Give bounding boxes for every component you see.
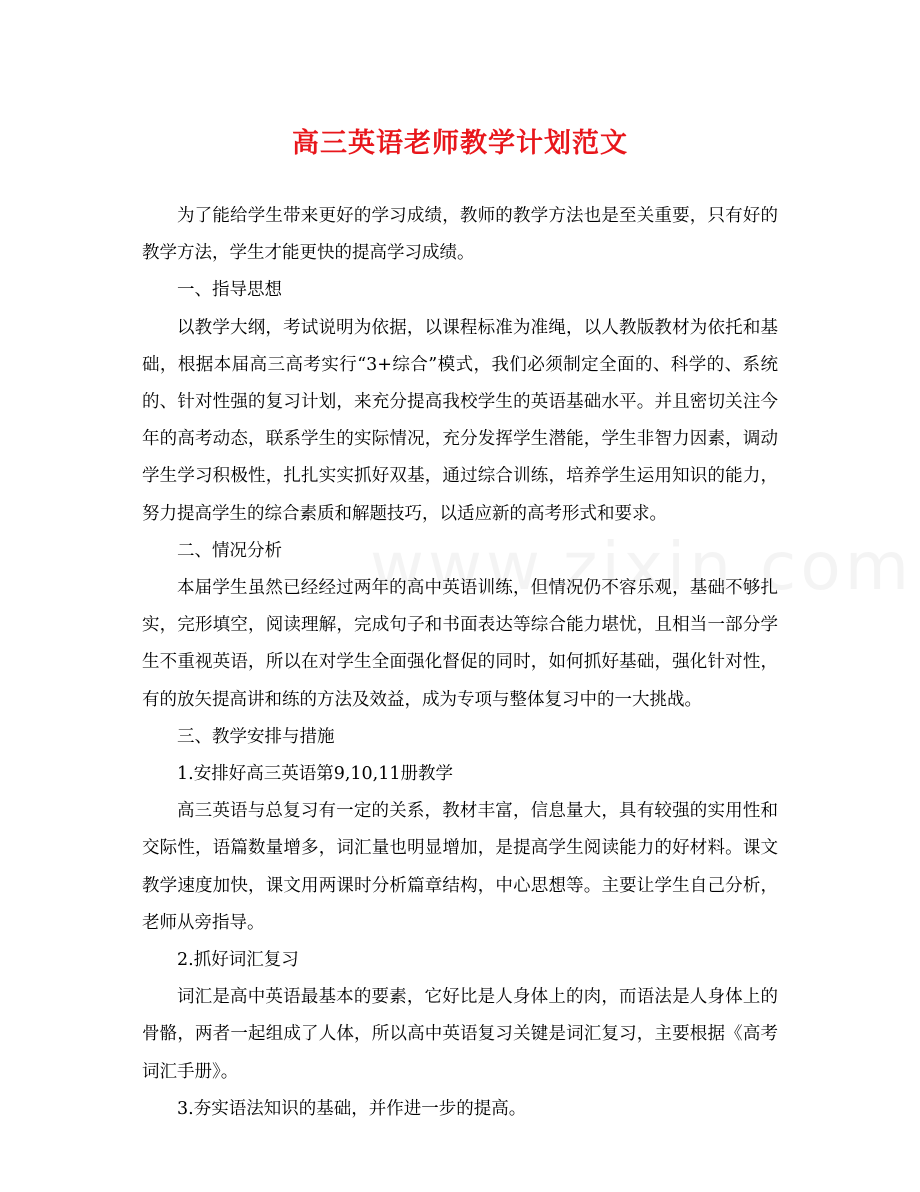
section-heading-situation-analysis: 二、情况分析 [177, 540, 282, 561]
section-heading-teaching-arrangements: 三、教学安排与措施 [177, 726, 335, 747]
document-body [142, 198, 778, 1128]
situation-analysis-paragraph: 本届学生虽然已经经过两年的高中英语训练，但情况仍不容乐观，基础不够扎实，完形填空，阅读理解，完成句子和书面表达等综合能力堪忧，且相当一部分学生不重视英语，所以在对学生全面强化督促的同时，如何抓好基础，强化针对性，有的放矢提高讲和练的方法及效益，成为专项与整体复习中的一大挑战。 [142, 578, 778, 710]
guiding-ideas-paragraph: 以教学大纲，考试说明为依据，以课程标准为准绳，以人教版教材为依托和基础，根据本届高三高考实行“3+综合”模式，我们必须制定全面的、科学的、系统的、针对性强的复习计划，来充分提高我校学生的英语基础水平。并且密切关注今年的高考动态，联系学生的实际情况，充分发挥学生潜能，学生非智力因素，调动学生学习积极性，扎扎实实抓好双基，通过综合训练，培养学生运用知识的能力，努力提高学生的综合素质和解题技巧，以适应新的高考形式和要求。 [142, 317, 778, 524]
document-title: 高三英语老师教学计划范文 [292, 128, 628, 159]
subheading-grammar-foundation: 3.夯实语法知识的基础，并作进一步的提高。 [177, 1098, 527, 1119]
section-heading-guiding-ideas: 一、指导思想 [177, 280, 282, 301]
subheading-vocabulary-review: 2.抓好词汇复习 [177, 950, 299, 971]
subheading-textbook-teaching: 1.安排好高三英语第9,10,11册教学 [177, 764, 453, 785]
intro-paragraph: 为了能给学生带来更好的学习成绩，教师的教学方法也是至关重要，只有好的教学方法，学生才能更快的提高学习成绩。 [142, 206, 778, 264]
vocabulary-review-paragraph: 词汇是高中英语最基本的要素，它好比是人身体上的肉，而语法是人身体上的骨骼，两者一起组成了人体，所以高中英语复习关键是词汇复习，主要根据《高考词汇手册》。 [142, 987, 778, 1082]
textbook-teaching-paragraph: 高三英语与总复习有一定的关系，教材丰富，信息量大，具有较强的实用性和交际性，语篇数量增多，词汇量也明显增加，是提高学生阅读能力的好材料。课文教学速度加快，课文用两课时分析篇章结构，中心思想等。主要让学生自己分析，老师从旁指导。 [142, 801, 778, 933]
